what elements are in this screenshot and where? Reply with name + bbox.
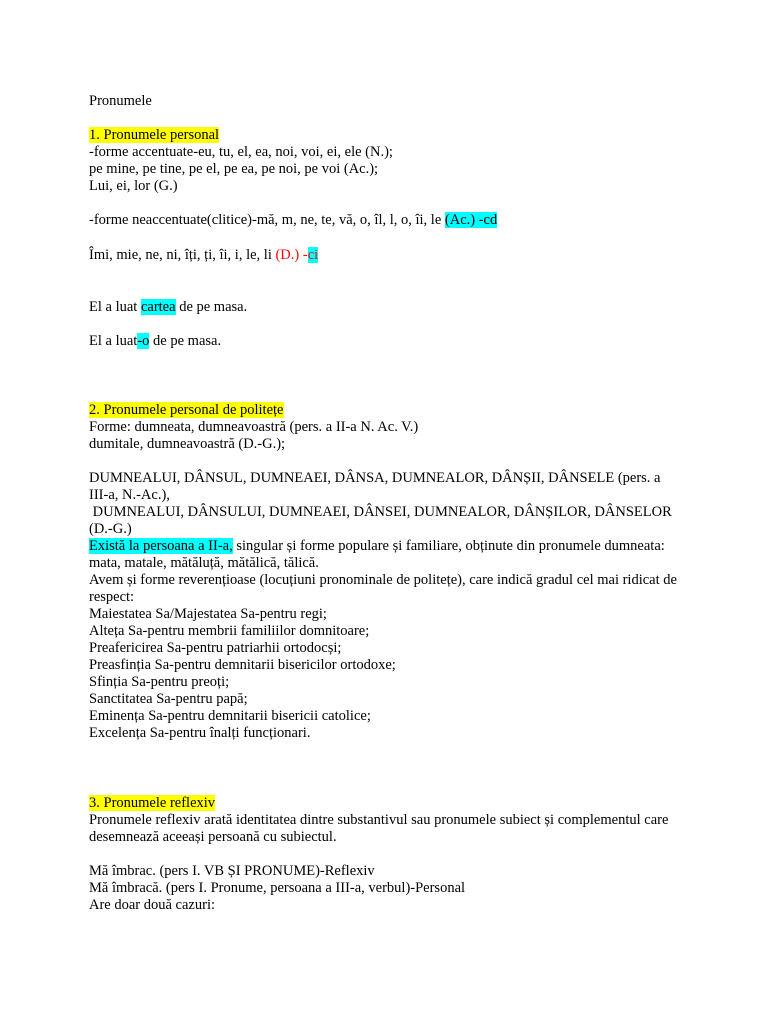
s1-line-3: Lui, ei, lor (G.) bbox=[89, 178, 178, 194]
s1-line-4-highlight: (Ac.) -cd bbox=[444, 212, 498, 228]
list-item: Alteța Sa-pentru membrii familiilor domnitoare; bbox=[89, 623, 370, 639]
s1-line-5 bbox=[89, 247, 698, 264]
list-item: Eminența Sa-pentru demnitarii bisericii catolice; bbox=[89, 708, 371, 724]
list-item: Preasfinția Sa-pentru demnitarii bisericilor ortodoxe; bbox=[89, 657, 396, 673]
s1-example-1-b: de pe masa. bbox=[175, 299, 248, 315]
s2-line-9: Avem și forme reverențioase (locuțiuni pronominale de politețe), care indică gradul cel mai ridicat de bbox=[89, 572, 677, 588]
s2-line-3: DUMNEALUI, DÂNSUL, DUMNEAEI, DÂNSA, DUMNEALOR, DÂNȘII, DÂNSELE (pers. a bbox=[89, 470, 661, 486]
s1-example-1-highlight: cartea bbox=[140, 299, 176, 315]
list-item: Sanctitatea Sa-pentru papă; bbox=[89, 691, 248, 707]
list-item: Maiestatea Sa/Majestatea Sa-pentru regi; bbox=[89, 606, 327, 622]
s3-line-4: Mă îmbracă. (pers I. Pronume, persoana a III-a, verbul)-Personal bbox=[89, 880, 466, 896]
section-3-heading: 3. Pronumele reflexiv bbox=[89, 795, 216, 811]
s1-example-2-b: de pe masa. bbox=[149, 333, 222, 349]
section-1-heading: 1. Pronumele personal bbox=[89, 127, 220, 143]
section-1-heading-line bbox=[89, 127, 698, 144]
document-title: Pronumele bbox=[89, 93, 152, 109]
s1-example-2 bbox=[89, 333, 698, 350]
s1-example-2-a: El a luat bbox=[89, 333, 138, 349]
s2-line-5: DUMNEALUI, DÂNSULUI, DUMNEAEI, DÂNSEI, DUMNEALOR, DÂNȘILOR, DÂNSELOR bbox=[89, 504, 672, 520]
s1-line-1: -forme accentuate-eu, tu, el, ea, noi, voi, ei, ele (N.); bbox=[89, 144, 393, 160]
s1-example-2-highlight: -o bbox=[137, 333, 150, 349]
s1-example-1-a: El a luat bbox=[89, 299, 141, 315]
s1-line-5-highlight: ci bbox=[307, 247, 319, 263]
s1-line-4-text: -forme neaccentuate(clitice)-mă, m, ne, te, vă, o, îl, l, o, îi, le bbox=[89, 212, 445, 228]
s1-line-4 bbox=[89, 212, 698, 229]
s3-line-5: Are doar două cazuri: bbox=[89, 897, 216, 913]
s3-line-2: desemnează aceeași persoană cu subiectul. bbox=[89, 829, 337, 845]
s3-line-3: Mă îmbrac. (pers I. VB ȘI PRONUME)-Reflexiv bbox=[89, 863, 375, 879]
section-2-heading-line bbox=[89, 402, 698, 419]
list-item: Preafericirea Sa-pentru patriarhii ortodocși; bbox=[89, 640, 342, 656]
section-2-heading: 2. Pronumele personal de politețe bbox=[89, 402, 284, 418]
s2-line-4: III-a, N.-Ac.), bbox=[89, 487, 170, 503]
s2-line-8: mata, matale, mătăluță, mătălică, tălică. bbox=[89, 555, 319, 571]
s2-line-7 bbox=[89, 538, 698, 555]
s2-line-7-highlight: Există la persoana a II-a, bbox=[89, 538, 233, 554]
s1-example-1 bbox=[89, 299, 698, 316]
section-3-heading-line bbox=[89, 795, 698, 812]
s3-line-1: Pronumele reflexiv arată identitatea dintre substantivul sau pronumele subiect și complementul care bbox=[89, 812, 669, 828]
s1-line-5-text: Îmi, mie, ne, ni, îți, ți, îi, i, le, li bbox=[89, 247, 276, 263]
s2-line-7-text: singular și forme populare și familiare, obținute din pronumele dumneata: bbox=[232, 538, 665, 554]
s2-line-1: Forme: dumneata, dumneavoastră (pers. a II-a N. Ac. V.) bbox=[89, 419, 419, 435]
s2-line-6: (D.-G.) bbox=[89, 521, 132, 537]
s1-line-5-red: (D.) - bbox=[275, 247, 308, 263]
s2-line-2: dumitale, dumneavoastră (D.-G.); bbox=[89, 436, 286, 452]
list-item: Excelența Sa-pentru înalți funcționari. bbox=[89, 725, 311, 741]
s1-line-2: pe mine, pe tine, pe el, pe ea, pe noi, pe voi (Ac.); bbox=[89, 161, 379, 177]
s2-line-10: respect: bbox=[89, 589, 135, 605]
list-item: Sfinția Sa-pentru preoți; bbox=[89, 674, 230, 690]
